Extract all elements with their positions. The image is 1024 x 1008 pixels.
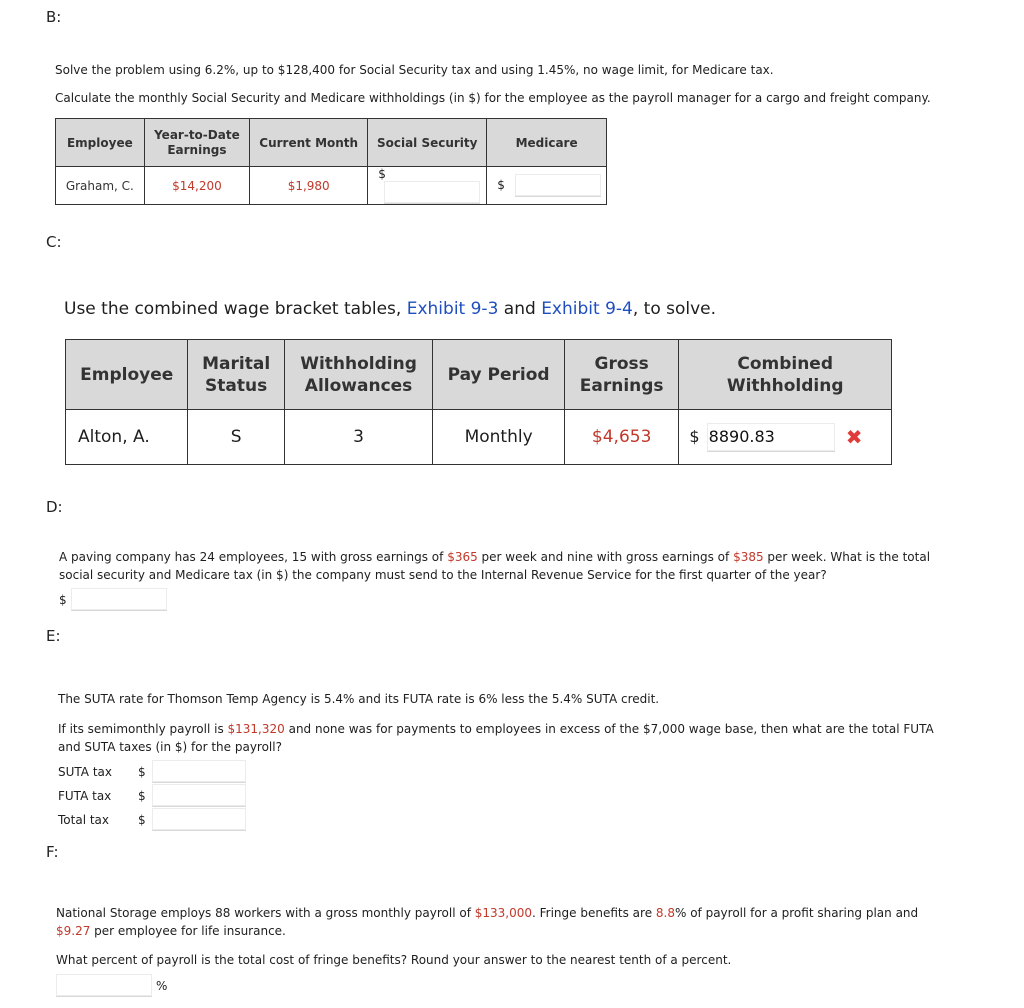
- problem-e-line1: The SUTA rate for Thomson Temp Agency is 5.4% and its FUTA rate is 6% less the 5.4% SUTA credit.: [58, 692, 660, 706]
- section-label-c: C:: [46, 233, 62, 251]
- dollar-sign: $: [59, 592, 67, 607]
- percent-sign: %: [156, 978, 168, 993]
- suta-tax-label: SUTA tax: [58, 764, 112, 779]
- header-marital-status: Marital Status: [188, 340, 284, 410]
- cell-pay-period: Monthly: [433, 410, 565, 465]
- table-b: [55, 118, 607, 205]
- social-security-input[interactable]: [384, 181, 480, 204]
- cell-marital-status: S: [188, 410, 284, 465]
- header-social-security: Social Security: [368, 119, 487, 167]
- dollar-sign: $: [138, 812, 146, 827]
- section-label-b: B:: [46, 8, 62, 26]
- medicare-input[interactable]: [515, 174, 601, 197]
- fringe-percent-input[interactable]: [56, 974, 152, 997]
- problem-b-line2: Calculate the monthly Social Security and Medicare withholdings (in $) for the employee as the payroll manager for a cargo and freight company.: [55, 91, 931, 105]
- cell-withholding-allowances: 3: [284, 410, 432, 465]
- section-label-e: E:: [46, 627, 61, 645]
- header-medicare: Medicare: [487, 119, 607, 167]
- table-c: [65, 339, 892, 465]
- dollar-sign: $: [378, 167, 386, 181]
- suta-tax-input[interactable]: [152, 760, 246, 783]
- futa-tax-label: FUTA tax: [58, 788, 112, 803]
- problem-f-text: National Storage employs 88 workers with a gross monthly payroll of $133,000. Fringe benefits are 8.8% of payroll for a profit sharing plan and $9.27 per employee for life insurance.: [56, 906, 919, 938]
- header-current-month: Current Month: [250, 119, 368, 167]
- futa-tax-input[interactable]: [152, 784, 246, 807]
- answer-f-row: [56, 974, 167, 997]
- section-label-f: F:: [46, 843, 59, 861]
- suta-tax-row: [58, 760, 246, 783]
- total-tax-row: [58, 808, 246, 831]
- cell-employee: Graham, C.: [56, 167, 145, 205]
- header-employee: Employee: [56, 119, 145, 167]
- dollar-sign: $: [138, 764, 146, 779]
- answer-d-row: [59, 588, 167, 611]
- problem-b-line1: Solve the problem using 6.2%, up to $128,400 for Social Security tax and using 1.45%, no wage limit, for Medicare tax.: [55, 63, 774, 77]
- header-pay-period: Pay Period: [433, 340, 565, 410]
- header-gross-earnings: Gross Earnings: [564, 340, 678, 410]
- quarterly-tax-input[interactable]: [71, 588, 167, 611]
- header-ytd-earnings: Year-to-Date Earnings: [144, 119, 249, 167]
- futa-tax-row: [58, 784, 246, 807]
- cell-medicare: [487, 167, 607, 205]
- section-label-d: D:: [46, 498, 63, 516]
- incorrect-x-icon: ✖: [845, 425, 863, 449]
- header-employee: Employee: [66, 340, 188, 410]
- total-tax-input[interactable]: [152, 808, 246, 831]
- cell-current-month: $1,980: [250, 167, 368, 205]
- exhibit-9-4-link[interactable]: Exhibit 9-4: [541, 299, 633, 319]
- cell-combined-withholding: [679, 410, 892, 465]
- dollar-sign: $: [138, 788, 146, 803]
- dollar-sign: $: [689, 426, 700, 446]
- total-tax-label: Total tax: [58, 812, 109, 827]
- problem-c-intro: Use the combined wage bracket tables, Exhibit 9-3 and Exhibit 9-4, to solve.: [64, 299, 717, 319]
- header-withholding-allowances: Withholding Allowances: [284, 340, 432, 410]
- cell-social-security: [368, 167, 487, 205]
- cell-gross-earnings: $4,653: [564, 410, 678, 465]
- combined-withholding-input[interactable]: [707, 423, 835, 452]
- problem-f-question: What percent of payroll is the total cost of fringe benefits? Round your answer to the nearest tenth of a percent.: [56, 953, 732, 967]
- dollar-sign: $: [497, 178, 505, 192]
- problem-d-text: A paving company has 24 employees, 15 with gross earnings of $365 per week and nine with gross earnings of $385 per week. What is the total social security and Medicare tax (in $) the company must send to the Internal Revenue Service for the first quarter of the year?: [59, 550, 931, 582]
- exhibit-9-3-link[interactable]: Exhibit 9-3: [406, 299, 499, 319]
- cell-ytd-earnings: $14,200: [144, 167, 249, 205]
- header-combined-withholding: Combined Withholding: [679, 340, 892, 410]
- cell-employee: Alton, A.: [66, 410, 188, 465]
- problem-e-text: If its semimonthly payroll is $131,320 and none was for payments to employees in excess of the $7,000 wage base, then what are the total FUTA and SUTA taxes (in $) for the payroll?: [58, 722, 934, 754]
